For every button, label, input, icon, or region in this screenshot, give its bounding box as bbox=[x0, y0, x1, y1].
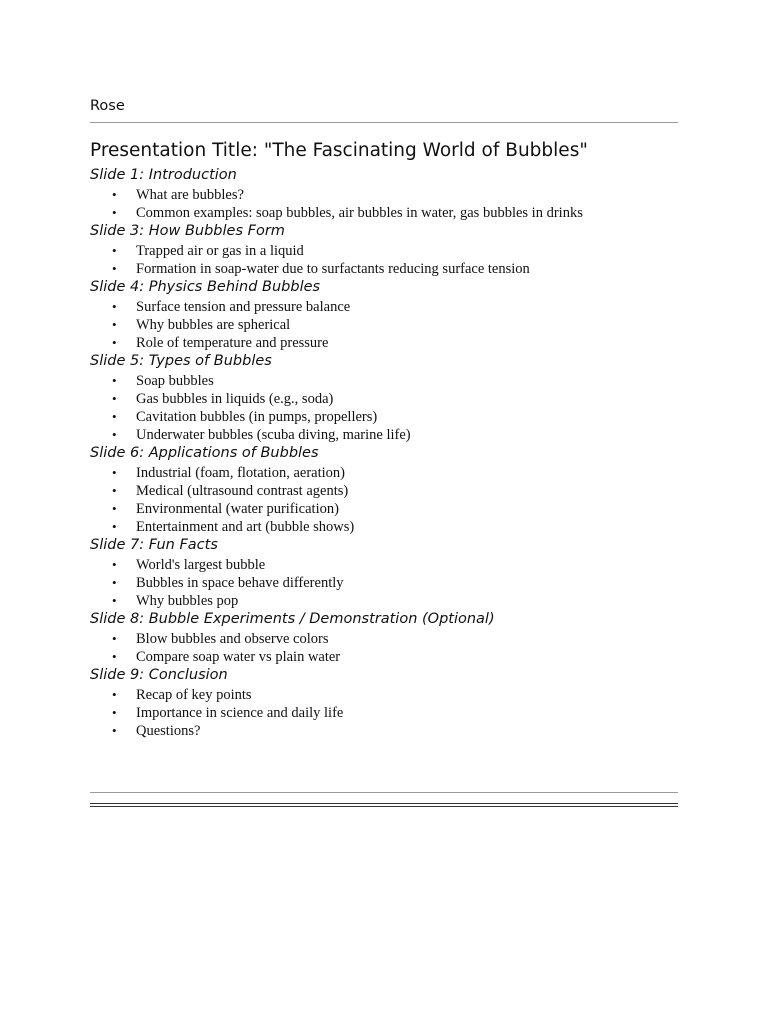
bullet-item: • Importance in science and daily life bbox=[90, 704, 678, 722]
header-divider bbox=[90, 122, 678, 123]
slide-heading: Slide 8: Bubble Experiments / Demonstration (Optional) bbox=[90, 611, 495, 627]
bullet-list bbox=[90, 372, 678, 444]
bullet-item: • What are bubbles? bbox=[90, 186, 678, 204]
document-body bbox=[90, 139, 678, 740]
bullet-item: • Soap bubbles bbox=[90, 372, 678, 390]
footer-divider bbox=[90, 792, 678, 793]
bullet-item: • Medical (ultrasound contrast agents) bbox=[90, 482, 678, 500]
bullet-item: • Cavitation bubbles (in pumps, propellers) bbox=[90, 408, 678, 426]
slide-heading: Slide 3: How Bubbles Form bbox=[90, 223, 285, 239]
presentation-title: Presentation Title: "The Fascinating World of Bubbles" bbox=[90, 140, 588, 161]
bullet-item: • Underwater bubbles (scuba diving, marine life) bbox=[90, 426, 678, 444]
slide-heading: Slide 4: Physics Behind Bubbles bbox=[90, 279, 321, 295]
bullet-item: • Blow bubbles and observe colors bbox=[90, 630, 678, 648]
bullet-list bbox=[90, 242, 678, 278]
bullet-list bbox=[90, 686, 678, 740]
bullet-item: • Surface tension and pressure balance bbox=[90, 298, 678, 316]
bullet-item: • Industrial (foam, flotation, aeration) bbox=[90, 464, 678, 482]
bullet-item: • Questions? bbox=[90, 722, 678, 740]
bullet-list bbox=[90, 464, 678, 536]
footer-double-rule bbox=[90, 803, 678, 807]
author-name: Rose bbox=[90, 98, 125, 114]
slide-heading: Slide 6: Applications of Bubbles bbox=[90, 445, 319, 461]
bullet-item: • Entertainment and art (bubble shows) bbox=[90, 518, 678, 536]
bullet-item: • Trapped air or gas in a liquid bbox=[90, 242, 678, 260]
bullet-item: • Common examples: soap bubbles, air bubbles in water, gas bubbles in drinks bbox=[90, 204, 678, 222]
slide-heading: Slide 1: Introduction bbox=[90, 167, 237, 183]
slide-sections bbox=[90, 166, 678, 740]
bullet-item: • Why bubbles pop bbox=[90, 592, 678, 610]
bullet-list bbox=[90, 630, 678, 666]
slide-heading: Slide 5: Types of Bubbles bbox=[90, 353, 272, 369]
bullet-item: • Role of temperature and pressure bbox=[90, 334, 678, 352]
slide-heading: Slide 9: Conclusion bbox=[90, 667, 228, 683]
bullet-item: • Why bubbles are spherical bbox=[90, 316, 678, 334]
bullet-item: • Bubbles in space behave differently bbox=[90, 574, 678, 592]
slide-heading: Slide 7: Fun Facts bbox=[90, 537, 218, 553]
bullet-item: • Compare soap water vs plain water bbox=[90, 648, 678, 666]
bullet-item: • Recap of key points bbox=[90, 686, 678, 704]
bullet-item: • Formation in soap-water due to surfactants reducing surface tension bbox=[90, 260, 678, 278]
bullet-item: • Environmental (water purification) bbox=[90, 500, 678, 518]
bullet-list bbox=[90, 186, 678, 222]
bullet-list bbox=[90, 298, 678, 352]
bullet-list bbox=[90, 556, 678, 610]
bullet-item: • World's largest bubble bbox=[90, 556, 678, 574]
bullet-item: • Gas bubbles in liquids (e.g., soda) bbox=[90, 390, 678, 408]
